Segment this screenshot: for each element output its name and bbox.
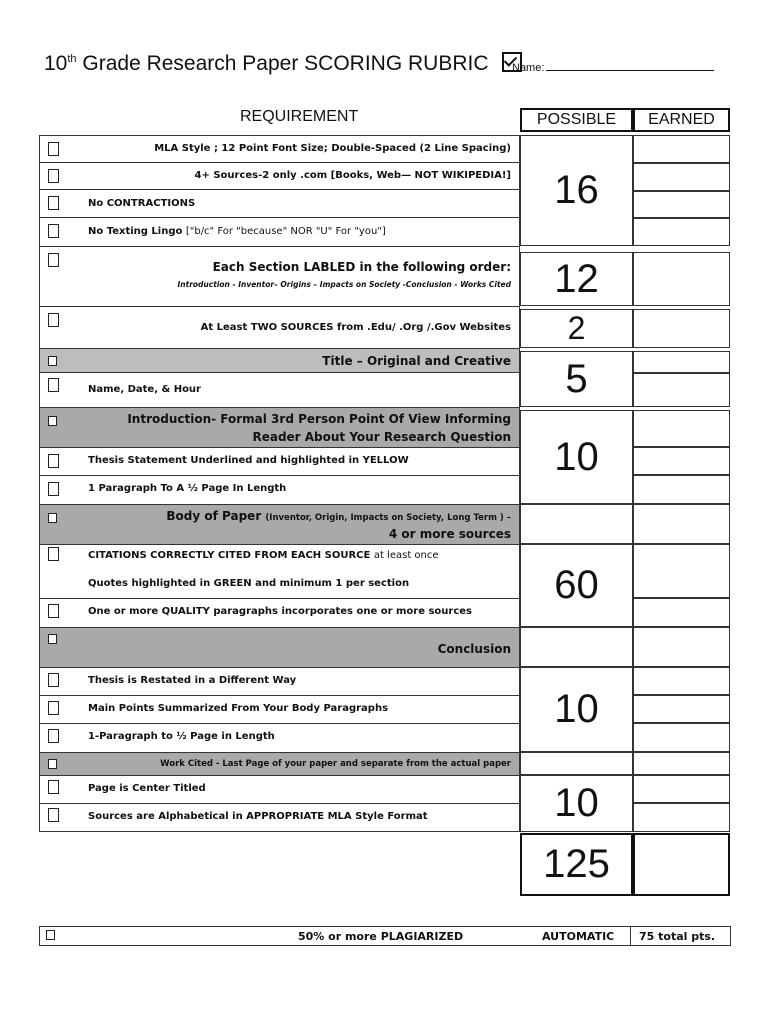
row-texting [39, 217, 520, 246]
checkbox[interactable] [48, 547, 59, 561]
checkbox[interactable] [48, 378, 59, 392]
earned-cell[interactable] [633, 504, 730, 544]
points-works-blank [520, 752, 633, 775]
checkbox[interactable] [46, 930, 55, 940]
earned-cell[interactable] [633, 191, 730, 218]
row-title-section [39, 348, 520, 372]
row-label: Work Cited - Last Page of your paper and separate from the actual paper [160, 759, 511, 769]
row-label: Body of Paper (Inventor, Origin, Impacts on Society, Long Term ) – [166, 509, 511, 523]
points-body-blank [520, 504, 633, 544]
name-line[interactable] [546, 60, 714, 71]
row-quality [39, 598, 520, 627]
row-label: No CONTRACTIONS [88, 198, 196, 209]
row-label: Sources are Alphabetical in APPROPRIATE MLA Style Format [88, 811, 428, 822]
row-two-sources [39, 306, 520, 348]
points-conclusion-blank [520, 627, 633, 667]
title-sup: th [67, 53, 77, 65]
earned-cell[interactable] [633, 723, 730, 752]
earned-cell[interactable] [633, 544, 730, 598]
divider [630, 927, 631, 945]
row-label: 1 Paragraph To A ½ Page In Length [88, 483, 287, 494]
row-label: 1-Paragraph to ½ Page in Length [88, 731, 275, 742]
row-label: 4 or more sources [388, 527, 511, 541]
row-center [39, 775, 520, 803]
earned-cell[interactable] [633, 775, 730, 803]
checkbox[interactable] [48, 253, 59, 267]
row-name-date [39, 372, 520, 407]
row-label: MLA Style ; 12 Point Font Size; Double-Spaced (2 Line Spacing) [154, 143, 511, 154]
earned-cell[interactable] [633, 627, 730, 667]
row-thesis [39, 447, 520, 475]
total-pts-label: 75 total pts. [639, 930, 716, 943]
row-label: Introduction- Formal 3rd Person Point Of View Informing [127, 412, 511, 426]
earned-cell[interactable] [633, 752, 730, 775]
earned-cell[interactable] [633, 373, 730, 407]
checkbox[interactable] [48, 454, 59, 468]
possible-header: POSSIBLE [520, 108, 633, 132]
earned-cell[interactable] [633, 695, 730, 723]
checkbox[interactable] [48, 808, 59, 822]
row-body-section [39, 504, 520, 544]
earned-cell[interactable] [633, 667, 730, 695]
page-title [44, 50, 522, 76]
row-conc-length [39, 723, 520, 752]
row-label: No Texting Lingo ["b/c" For "because" NOR "U" For "you"] [88, 226, 386, 237]
earned-cell[interactable] [633, 447, 730, 475]
row-label: 4+ Sources-2 only .com [Books, Web— NOT WIKIPEDIA!] [194, 170, 511, 181]
checkbox[interactable] [48, 701, 59, 715]
earned-cell[interactable] [633, 218, 730, 246]
checkbox[interactable] [48, 142, 59, 156]
plagiarism-row [39, 926, 731, 946]
row-restated [39, 667, 520, 695]
checkbox[interactable] [48, 169, 59, 183]
row-label: Reader About Your Research Question [252, 430, 511, 444]
checkbox[interactable] [48, 224, 59, 238]
row-main-points [39, 695, 520, 723]
earned-cell[interactable] [633, 135, 730, 163]
checkbox[interactable] [48, 780, 59, 794]
checkbox[interactable] [48, 604, 59, 618]
row-label: Quotes highlighted in GREEN and minimum 1 per section [88, 578, 410, 589]
row-label: One or more QUALITY paragraphs incorporates one or more sources [88, 606, 473, 617]
row-paragraph [39, 475, 520, 504]
plagiarized-label: 50% or more PLAGIARIZED [298, 930, 464, 943]
row-work-cited-section [39, 752, 520, 775]
row-label: CITATIONS CORRECTLY CITED FROM EACH SOURCE at least once [88, 550, 439, 561]
row-mla [39, 135, 520, 162]
checkbox[interactable] [48, 759, 57, 769]
row-label: Thesis is Restated in a Different Way [88, 675, 297, 686]
earned-cell[interactable] [633, 309, 730, 348]
row-labeled [39, 246, 520, 306]
row-sublabel: Introduction - Inventor– Origins – Impacts on Society -Conclusion - Works Cited [177, 280, 511, 289]
row-sources [39, 162, 520, 189]
earned-cell[interactable] [633, 163, 730, 191]
checkbox[interactable] [48, 313, 59, 327]
row-intro-section [39, 407, 520, 447]
points-labeled: 12 [520, 252, 633, 306]
requirement-header: REQUIREMENT [240, 108, 359, 125]
name-label: Name: [512, 62, 545, 74]
checkbox[interactable] [48, 513, 57, 523]
checkbox[interactable] [48, 196, 59, 210]
points-total: 125 [520, 833, 633, 896]
name-field[interactable] [512, 60, 714, 74]
points-format: 16 [520, 135, 633, 246]
earned-cell[interactable] [633, 598, 730, 627]
points-works: 10 [520, 775, 633, 832]
checkbox[interactable] [48, 634, 57, 644]
title-number: 10 [44, 52, 68, 75]
checkbox[interactable] [48, 356, 57, 366]
row-label: Conclusion [437, 642, 511, 656]
earned-header: EARNED [633, 108, 730, 132]
points-title: 5 [520, 351, 633, 407]
points-conclusion: 10 [520, 667, 633, 752]
row-label: At Least TWO SOURCES from .Edu/ .Org /.Gov Websites [200, 322, 511, 333]
row-citations [39, 544, 520, 598]
checkbox[interactable] [48, 416, 57, 426]
row-label: Each Section LABLED in the following order: [212, 260, 511, 274]
earned-cell[interactable] [633, 252, 730, 306]
earned-cell[interactable] [633, 351, 730, 373]
row-contractions [39, 189, 520, 217]
points-intro: 10 [520, 410, 633, 504]
row-conclusion-section [39, 627, 520, 667]
points-body: 60 [520, 544, 633, 627]
earned-cell[interactable] [633, 803, 730, 832]
earned-total-cell[interactable] [633, 833, 730, 896]
automatic-label: AUTOMATIC [542, 930, 615, 943]
row-label: Page is Center Titled [88, 783, 206, 794]
row-label: Thesis Statement Underlined and highlighted in YELLOW [88, 455, 409, 466]
checkbox[interactable] [48, 673, 59, 687]
points-two-sources: 2 [520, 309, 633, 348]
checkbox[interactable] [48, 482, 59, 496]
row-label: Name, Date, & Hour [88, 384, 201, 395]
earned-cell[interactable] [633, 410, 730, 447]
row-label: Title – Original and Creative [322, 354, 511, 368]
earned-cell[interactable] [633, 475, 730, 504]
checkbox[interactable] [48, 729, 59, 743]
row-label: Main Points Summarized From Your Body Paragraphs [88, 703, 389, 714]
row-alpha [39, 803, 520, 832]
title-text: Grade Research Paper SCORING RUBRIC [76, 52, 489, 75]
